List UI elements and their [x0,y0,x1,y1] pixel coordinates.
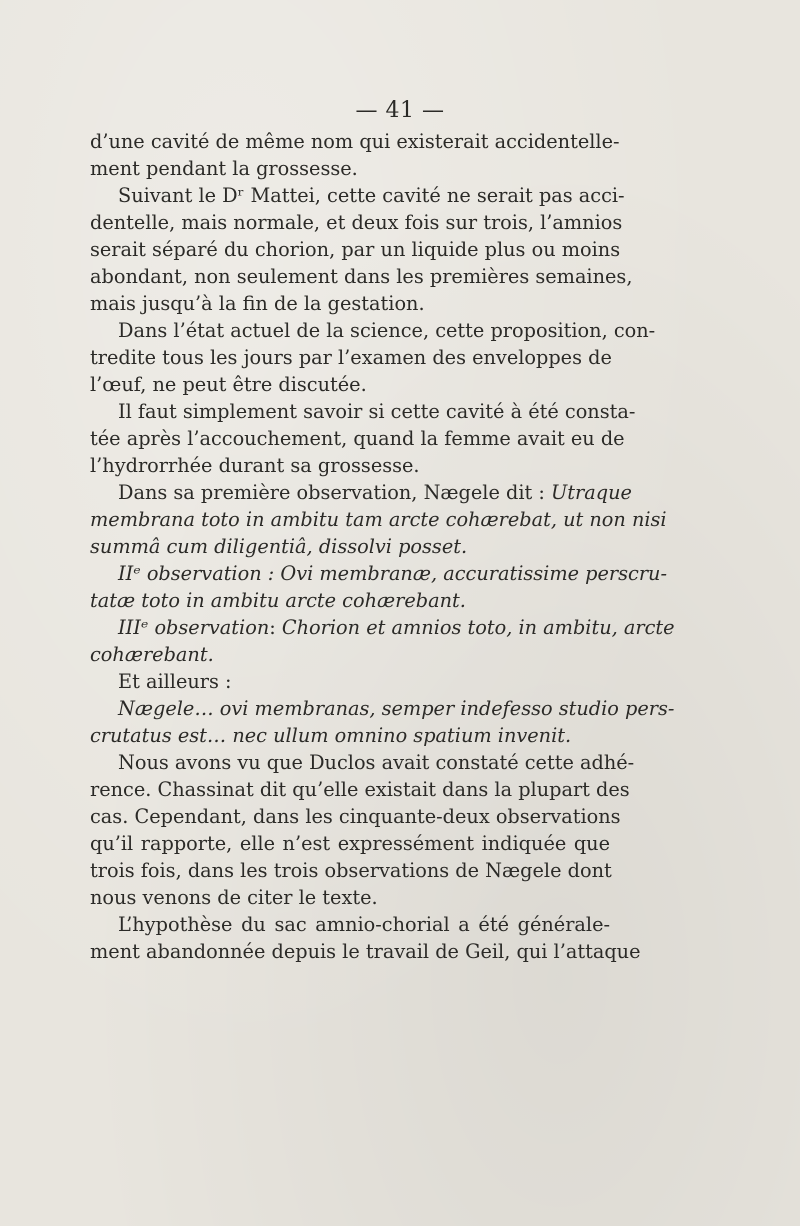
text-line: rence. Chassinat dit qu’elle existait dans la plupart des [90,778,630,801]
text-line [90,560,667,587]
text-segment: Dans sa première observation, Nægele dit : [118,481,545,504]
text-segment: : [269,616,282,639]
text-line: serait séparé du chorion, par un liquide plus ou moins [90,238,621,261]
text-line [90,479,632,506]
text-line: Suivant le Dʳ Mattei, cette cavité ne serait pas acci- [118,184,625,207]
latin-quote: summâ cum diligentiâ, dissolvi posset. [90,535,468,558]
text-line [90,641,610,668]
text-line: ment abandonnée depuis le travail de Geil, qui l’attaque [90,940,641,963]
text-line: trois fois, dans les trois observations de Nægele dont [90,859,612,882]
text-line: abondant, non seulement dans les premières semaines, [90,265,633,288]
text-line: Dans l’état actuel de la science, cette proposition, con- [118,319,656,342]
text-line: dentelle, mais normale, et deux fois sur trois, l’amnios [90,211,623,234]
text-line [90,533,610,560]
text-line [90,695,675,722]
text-line: cas. Cependant, dans les cinquante-deux observations [90,805,621,828]
text-line: nous venons de citer le texte. [90,886,378,909]
text-line [90,506,667,533]
latin-quote: Utraque [551,481,632,504]
latin-quote: membrana toto in ambitu tam arcte cohærebat, ut non nisi [90,508,667,531]
observation-label: IIᵉ observation : [118,562,275,585]
text-line: Il faut simplement savoir si cette cavité à été consta- [118,400,636,423]
text-line: l’hydrorrhée durant sa grossesse. [90,454,420,477]
body-text [90,128,675,965]
text-line [90,587,610,614]
text-line: L’hypothèse du sac amnio-chorial a été générale- [118,913,610,936]
text-line: tredite tous les jours par l’examen des enveloppes de [90,346,612,369]
text-line [90,722,610,749]
text-line: mais jusqu’à la fin de la gestation. [90,292,425,315]
text-line: Nous avons vu que Duclos avait constaté cette adhé- [118,751,635,774]
page-number: — 41 — [355,98,445,123]
text-line: ment pendant la grossesse. [90,157,358,180]
latin-quote: Chorion et amnios toto, in ambitu, arcte [281,616,675,639]
latin-quote: tatæ toto in ambitu arcte cohærebant. [90,589,466,612]
text-line: qu’il rapporte, elle n’est expressément indiquée que [90,832,610,855]
latin-quote: Ovi membranæ, accuratissime perscru- [280,562,667,585]
observation-label: IIIᵉ observation [118,616,270,639]
text-line: Et ailleurs : [118,670,232,693]
latin-quote: crutatus est… nec ullum omnino spatium invenit. [90,724,572,747]
text-line: d’une cavité de même nom qui existerait accidentelle- [90,130,620,153]
text-line: tée après l’accouchement, quand la femme avait eu de [90,427,625,450]
text-line: l’œuf, ne peut être discutée. [90,373,367,396]
latin-quote: cohærebant. [90,643,214,666]
text-line [90,614,675,641]
latin-quote: Nægele… ovi membranas, semper indefesso studio pers- [118,697,675,720]
